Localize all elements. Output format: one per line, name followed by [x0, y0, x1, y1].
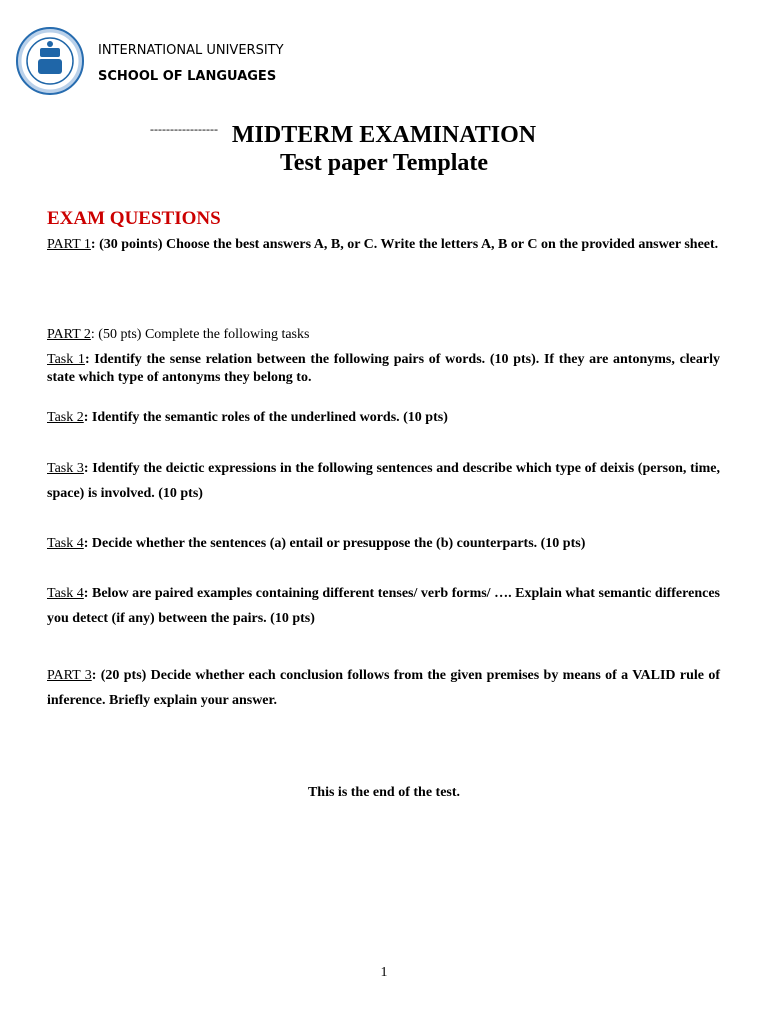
task-3-text: : Identify the deictic expressions in the following sentences and describe which type of deixis (person, time, space) is involved. (10 pts) — [47, 461, 720, 501]
task-4b-label: Task 4 — [47, 586, 84, 601]
part-1-text: : (30 points) Choose the best answers A, B, or C. Write the letters A, B or C on the provided answer sheet. — [90, 237, 719, 252]
university-seal-icon — [15, 26, 85, 96]
school-name: SCHOOL OF LANGUAGES — [98, 69, 277, 84]
section-heading: EXAM QUESTIONS — [47, 208, 221, 229]
part-1-instruction — [47, 236, 720, 254]
task-4b-text: : Below are paired examples containing different tenses/ verb forms/ …. Explain what semantic differences you detect (if any) between the pairs. (10 pts) — [47, 586, 720, 626]
task-4a-instruction — [47, 531, 720, 556]
part-3-instruction — [47, 663, 720, 713]
part-3-text: : (20 pts) Decide whether each conclusion follows from the given premises by means of a VALID rule of inference. Briefly explain your answer. — [47, 668, 720, 708]
part-1-label: PART 1 — [47, 237, 91, 252]
task-4a-label: Task 4 — [47, 536, 84, 551]
part-3-label: PART 3 — [47, 668, 92, 683]
task-1-label: Task 1 — [47, 352, 85, 367]
task-2-text: : Identify the semantic roles of the underlined words. (10 pts) — [83, 410, 448, 425]
task-1-instruction — [47, 351, 720, 387]
task-1-text: : Identify the sense relation between the following pairs of words. (10 pts). If they are antonyms, clearly state which type of antonyms they belong to. — [47, 352, 720, 385]
exam-subtitle: Test paper Template — [279, 150, 489, 176]
exam-title: MIDTERM EXAMINATION — [231, 122, 537, 148]
task-3-label: Task 3 — [47, 461, 84, 476]
task-3-instruction — [47, 456, 720, 506]
end-of-test-note: This is the end of the test. — [307, 785, 461, 800]
task-4b-instruction — [47, 581, 720, 631]
part-2-instruction — [47, 326, 720, 344]
part-2-label: PART 2 — [47, 327, 91, 342]
part-2-text: : (50 pts) Complete the following tasks — [90, 327, 310, 342]
task-2-instruction — [47, 409, 720, 427]
header-separator: ----------------- — [150, 122, 218, 136]
institution-name: INTERNATIONAL UNIVERSITY — [98, 43, 284, 58]
task-4a-text: : Decide whether the sentences (a) entail or presuppose the (b) counterparts. (10 pts) — [83, 536, 586, 551]
task-2-label: Task 2 — [47, 410, 84, 425]
page-number: 1 — [380, 965, 388, 980]
